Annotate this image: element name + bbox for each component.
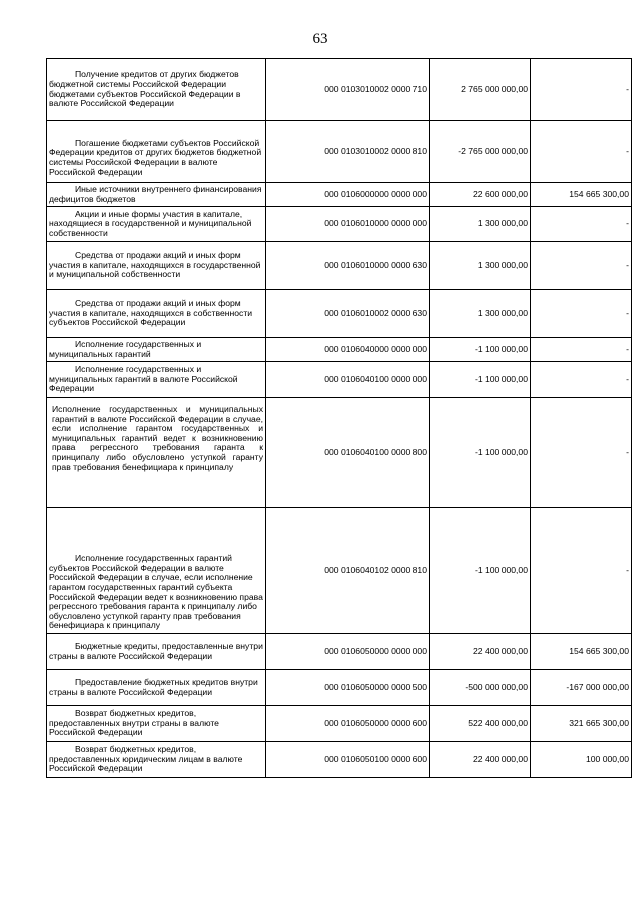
row-name: Погашение бюджетами субъектов Российской Федерации кредитов от других бюджетов бюджетной системы Российской Федерации в валюте Российской Федерации [47,121,266,183]
row-name: Исполнение государственных и муниципальных гарантий в валюте Российской Федерации в случае, если исполнение гарантом государственных и муниципальных гарантий ведет к возникновению права регрессного требования гаранта к принципалу либо обусловлено уступкой гаранту прав требования бенефициара к принципалу [47,398,266,508]
row-value-2: - [531,290,632,338]
table-row [47,742,632,778]
row-code: 000 0106040100 0000 000 [266,362,430,398]
table-row [47,398,632,508]
row-value-2: 154 665 300,00 [531,183,632,207]
row-code: 000 0106040000 0000 000 [266,338,430,362]
row-value-1: -1 100 000,00 [430,338,531,362]
table-row [47,183,632,207]
table-row [47,670,632,706]
table-row [47,362,632,398]
table-row [47,338,632,362]
budget-sources-table [46,58,632,778]
row-value-2: - [531,508,632,634]
table-row [47,634,632,670]
row-name: Получение кредитов от других бюджетов бюджетной системы Российской Федерации бюджетами субъектов Российской Федерации в валюте Российской Федерации [47,59,266,121]
row-value-1: -500 000 000,00 [430,670,531,706]
row-value-1: 522 400 000,00 [430,706,531,742]
row-value-2: -167 000 000,00 [531,670,632,706]
row-value-2: - [531,207,632,242]
row-value-1: 1 300 000,00 [430,290,531,338]
row-code: 000 0106000000 0000 000 [266,183,430,207]
row-value-2: - [531,338,632,362]
table-row [47,242,632,290]
row-value-2: 100 000,00 [531,742,632,778]
row-value-1: 22 400 000,00 [430,742,531,778]
row-value-1: -1 100 000,00 [430,362,531,398]
row-code: 000 0106010000 0000 000 [266,207,430,242]
row-code: 000 0106040100 0000 800 [266,398,430,508]
row-name: Исполнение государственных и муниципальных гарантий в валюте Российской Федерации [47,362,266,398]
row-name: Исполнение государственных гарантий субъектов Российской Федерации в валюте Российской Федерации в случае, если исполнение гарантом государственных гарантий субъекта Российской Федерации ведет к возникновению права регрессного требования гаранта к принципалу либо обусловлено уступкой гаранту прав требования бенефициара к принципалу [47,508,266,634]
row-name: Исполнение государственных и муниципальных гарантий [47,338,266,362]
row-value-1: 1 300 000,00 [430,207,531,242]
row-value-1: -2 765 000 000,00 [430,121,531,183]
row-name: Бюджетные кредиты, предоставленные внутри страны в валюте Российской Федерации [47,634,266,670]
row-value-2: - [531,59,632,121]
row-value-2: - [531,121,632,183]
row-value-1: 1 300 000,00 [430,242,531,290]
row-code: 000 0106040102 0000 810 [266,508,430,634]
page-number: 63 [312,31,328,47]
table-row [47,508,632,634]
row-name: Иные источники внутреннего финансирования дефицитов бюджетов [47,183,266,207]
table-row [47,706,632,742]
row-name: Возврат бюджетных кредитов, предоставленных юридическим лицам в валюте Российской Федерации [47,742,266,778]
table-row [47,290,632,338]
row-name: Возврат бюджетных кредитов, предоставленных внутри страны в валюте Российской Федерации [47,706,266,742]
row-name: Средства от продажи акций и иных форм участия в капитале, находящихся в собственности субъектов Российской Федерации [47,290,266,338]
row-name: Акции и иные формы участия в капитале, находящиеся в государственной и муниципальной собственности [47,207,266,242]
row-code: 000 0106010002 0000 630 [266,290,430,338]
row-value-2: 154 665 300,00 [531,634,632,670]
row-code: 000 0106050100 0000 600 [266,742,430,778]
row-code: 000 0103010002 0000 810 [266,121,430,183]
table-row [47,59,632,121]
row-value-2: 321 665 300,00 [531,706,632,742]
row-code: 000 0106010000 0000 630 [266,242,430,290]
row-value-2: - [531,242,632,290]
row-value-1: 2 765 000 000,00 [430,59,531,121]
row-value-2: - [531,398,632,508]
row-value-1: -1 100 000,00 [430,398,531,508]
row-value-1: 22 400 000,00 [430,634,531,670]
row-name: Средства от продажи акций и иных форм участия в капитале, находящихся в государственной и муниципальной собственности [47,242,266,290]
row-value-1: -1 100 000,00 [430,508,531,634]
row-code: 000 0106050000 0000 000 [266,634,430,670]
row-code: 000 0106050000 0000 600 [266,706,430,742]
row-value-2: - [531,362,632,398]
row-code: 000 0103010002 0000 710 [266,59,430,121]
row-value-1: 22 600 000,00 [430,183,531,207]
row-code: 000 0106050000 0000 500 [266,670,430,706]
row-name: Предоставление бюджетных кредитов внутри страны в валюте Российской Федерации [47,670,266,706]
table-row [47,207,632,242]
table-row [47,121,632,183]
